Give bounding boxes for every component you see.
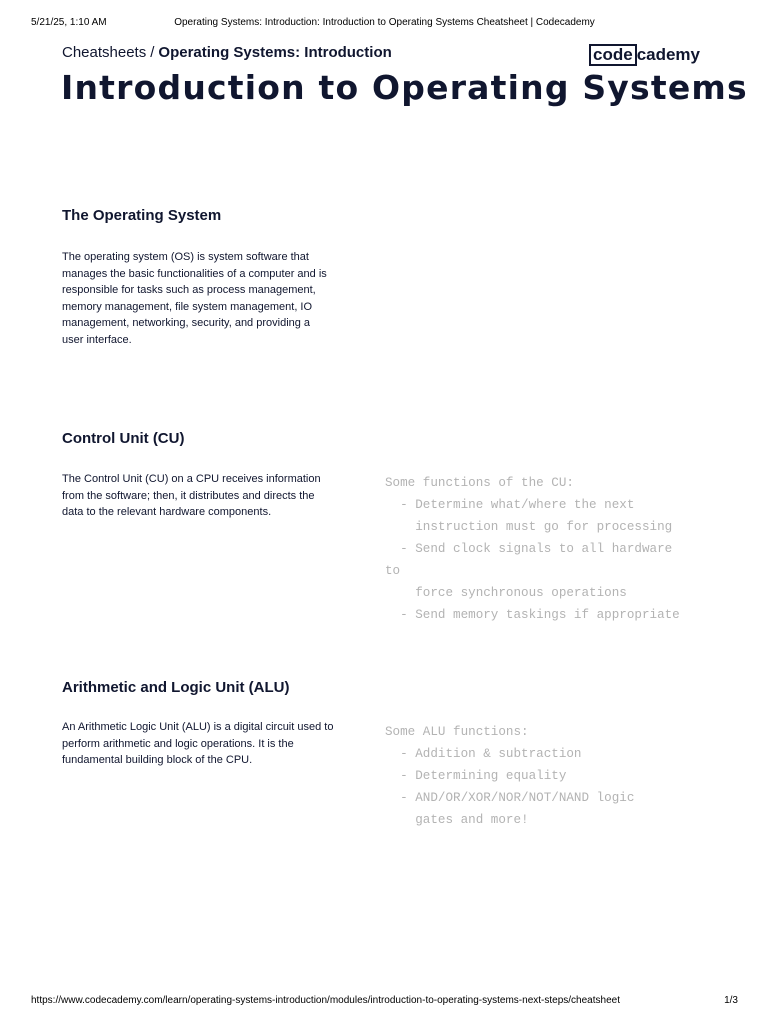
print-footer xyxy=(31,995,738,1009)
codecademy-logo[interactable] xyxy=(589,44,700,66)
section-body-alu: An Arithmetic Logic Unit (ALU) is a digital circuit used to perform arithmetic and logic operations. It is the fundamental building block of the CPU. xyxy=(62,721,334,767)
breadcrumb-separator: / xyxy=(150,44,155,61)
section-heading-control-unit: Control Unit (CU) xyxy=(62,430,185,447)
logo-rest-text: cademy xyxy=(636,45,701,64)
section-body-control-unit: The Control Unit (CU) on a CPU receives information from the software; then, it distributes and directs the data to the relevant hardware components. xyxy=(62,473,321,519)
code-block-control-unit: Some functions of the CU: - Determine what/where the next instruction must go for processing - Send clock signals to all hardware to force synchronous operations - Send memory taskings if appropriate xyxy=(385,476,680,622)
print-date: 5/21/25, 1:10 AM xyxy=(31,17,107,28)
logo-boxed-text: code xyxy=(589,44,637,66)
breadcrumb-current-link[interactable]: Operating Systems: Introduction xyxy=(158,44,392,61)
breadcrumb-cheatsheets-link[interactable]: Cheatsheets xyxy=(62,44,147,61)
print-header xyxy=(31,17,738,31)
breadcrumb xyxy=(62,44,392,61)
print-page-number: 1/3 xyxy=(724,995,738,1006)
page-title: Introduction to Operating Systems xyxy=(61,68,748,107)
print-url: https://www.codecademy.com/learn/operating-systems-introduction/modules/introduction-to-operating-systems-next-steps/cheatsheet xyxy=(31,995,620,1006)
section-heading-alu: Arithmetic and Logic Unit (ALU) xyxy=(62,679,290,696)
section-heading-operating-system: The Operating System xyxy=(62,207,222,224)
code-block-alu: Some ALU functions: - Addition & subtraction - Determining equality - AND/OR/XOR/NOR/NOT/NAND logic gates and more! xyxy=(385,725,635,827)
print-page-title: Operating Systems: Introduction: Introduction to Operating Systems Cheatsheet | Codecademy xyxy=(174,17,595,28)
section-body-operating-system: The operating system (OS) is system software that manages the basic functionalities of a computer and is responsible for tasks such as process management, memory management, file system management, IO management, networking, security, and providing a user interface. xyxy=(62,251,327,346)
